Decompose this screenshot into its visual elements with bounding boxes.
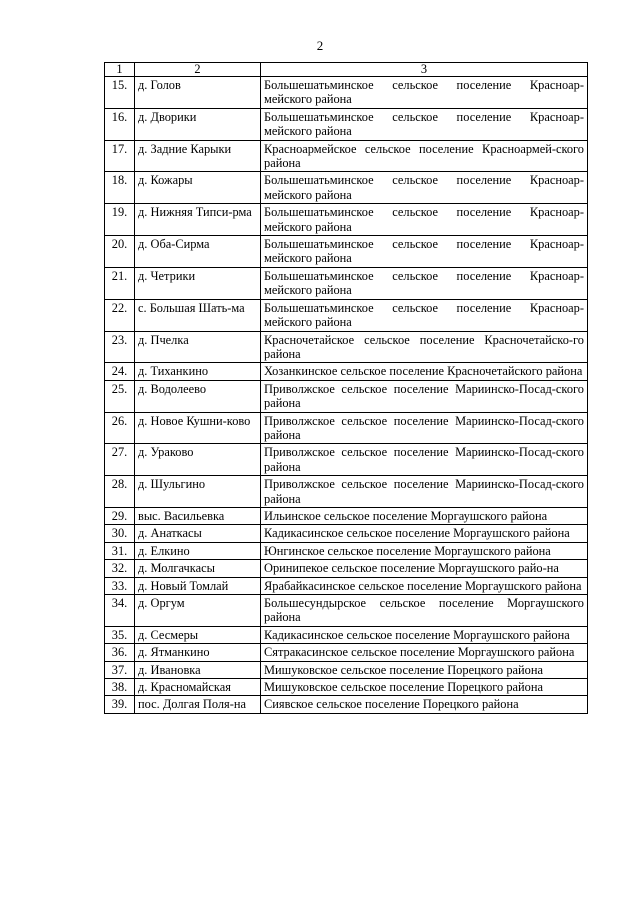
row-number-cell: 29.	[105, 507, 135, 524]
municipality-cell: Юнгинское сельское поселение Моргаушского района	[261, 542, 588, 559]
settlement-name-cell: с. Большая Шать-ма	[135, 299, 261, 331]
settlement-name-cell: д. Новый Томлай	[135, 577, 261, 594]
settlement-name-cell: д. Елкино	[135, 542, 261, 559]
municipality-cell: Ильинское сельское поселение Моргаушского района	[261, 507, 588, 524]
table-row	[105, 380, 588, 412]
row-number-cell: 33.	[105, 577, 135, 594]
table-row	[105, 595, 588, 627]
municipality-cell: Большешатьминское сельское поселение Красноар-мейского района	[261, 77, 588, 109]
settlement-name-cell: д. Дворики	[135, 108, 261, 140]
table-row	[105, 507, 588, 524]
table-row	[105, 560, 588, 577]
table-row	[105, 267, 588, 299]
table-row	[105, 542, 588, 559]
row-number-cell: 23.	[105, 331, 135, 363]
municipality-cell: Сиявское сельское поселение Порецкого района	[261, 696, 588, 713]
municipality-cell: Кадикасинское сельское поселение Моргаушского района	[261, 525, 588, 542]
municipality-cell: Оринипекое сельское поселение Моргаушского райо-на	[261, 560, 588, 577]
table-row	[105, 644, 588, 661]
settlement-name-cell: пос. Долгая Поля-на	[135, 696, 261, 713]
row-number-cell: 22.	[105, 299, 135, 331]
row-number-cell: 31.	[105, 542, 135, 559]
table-row	[105, 363, 588, 380]
row-number-cell: 21.	[105, 267, 135, 299]
row-number-cell: 36.	[105, 644, 135, 661]
page-number: 2	[316, 38, 324, 53]
table-row	[105, 696, 588, 713]
row-number-cell: 30.	[105, 525, 135, 542]
municipality-cell: Красноармейское сельское поселение Красноармей-ского района	[261, 140, 588, 172]
table-row	[105, 626, 588, 643]
settlement-name-cell: д. Оба-Сирма	[135, 236, 261, 268]
row-number-cell: 38.	[105, 679, 135, 696]
table-row	[105, 299, 588, 331]
municipality-cell: Красночетайское сельское поселение Красночетайско-го района	[261, 331, 588, 363]
row-number-cell: 39.	[105, 696, 135, 713]
row-number-cell: 19.	[105, 204, 135, 236]
settlement-name-cell: д. Тиханкино	[135, 363, 261, 380]
municipality-cell: Большешатьминское сельское поселение Красноар-мейского района	[261, 267, 588, 299]
settlement-name-cell: д. Водолеево	[135, 380, 261, 412]
row-number-cell: 28.	[105, 476, 135, 508]
settlement-name-cell: д. Молгачкасы	[135, 560, 261, 577]
settlement-name-cell: д. Нижняя Типси-рма	[135, 204, 261, 236]
row-number-cell: 17.	[105, 140, 135, 172]
settlement-name-cell: д. Четрики	[135, 267, 261, 299]
municipality-cell: Мишуковское сельское поселение Порецкого района	[261, 679, 588, 696]
row-number-cell: 35.	[105, 626, 135, 643]
municipality-cell: Приволжское сельское поселение Мариинско-Посад-ского района	[261, 444, 588, 476]
municipality-cell: Кадикасинское сельское поселение Моргаушского района	[261, 626, 588, 643]
table-row	[105, 204, 588, 236]
settlement-name-cell: д. Ятманкино	[135, 644, 261, 661]
settlement-name-cell: д. Ураково	[135, 444, 261, 476]
settlements-table	[104, 62, 588, 714]
municipality-cell: Мишуковское сельское поселение Порецкого района	[261, 661, 588, 678]
municipality-cell: Большешатьминское сельское поселение Красноар-мейского района	[261, 108, 588, 140]
table-row	[105, 679, 588, 696]
table-row	[105, 577, 588, 594]
row-number-cell: 34.	[105, 595, 135, 627]
row-number-cell: 15.	[105, 77, 135, 109]
municipality-cell: Приволжское сельское поселение Мариинско-Посад-ского района	[261, 476, 588, 508]
municipality-cell: Сятракасинское сельское поселение Моргаушского района	[261, 644, 588, 661]
column-header-municipality: 3	[261, 63, 588, 77]
settlement-name-cell: д. Оргум	[135, 595, 261, 627]
municipality-cell: Ярабайкасинское сельское поселение Моргаушского района	[261, 577, 588, 594]
municipality-cell: Большешатьминское сельское поселение Красноар-мейского района	[261, 236, 588, 268]
settlement-name-cell: д. Задние Карыки	[135, 140, 261, 172]
table-row	[105, 412, 588, 444]
settlement-name-cell: д. Шульгино	[135, 476, 261, 508]
row-number-cell: 16.	[105, 108, 135, 140]
row-number-cell: 32.	[105, 560, 135, 577]
table-row	[105, 108, 588, 140]
table-row	[105, 172, 588, 204]
municipality-cell: Большесундырское сельское поселение Моргаушского района	[261, 595, 588, 627]
row-number-cell: 27.	[105, 444, 135, 476]
settlement-name-cell: д. Ивановка	[135, 661, 261, 678]
column-header-number: 1	[105, 63, 135, 77]
row-number-cell: 25.	[105, 380, 135, 412]
municipality-cell: Большешатьминское сельское поселение Красноар-мейского района	[261, 172, 588, 204]
settlement-name-cell: д. Сесмеры	[135, 626, 261, 643]
municipality-cell: Приволжское сельское поселение Мариинско-Посад-ского района	[261, 380, 588, 412]
row-number-cell: 20.	[105, 236, 135, 268]
table-row	[105, 77, 588, 109]
settlement-name-cell: д. Анаткасы	[135, 525, 261, 542]
column-header-settlement: 2	[135, 63, 261, 77]
settlement-name-cell: д. Пчелка	[135, 331, 261, 363]
row-number-cell: 24.	[105, 363, 135, 380]
table-row	[105, 525, 588, 542]
table-body	[105, 77, 588, 714]
settlement-name-cell: д. Новое Кушни-ково	[135, 412, 261, 444]
table-row	[105, 140, 588, 172]
settlement-name-cell: д. Красномайская	[135, 679, 261, 696]
row-number-cell: 37.	[105, 661, 135, 678]
municipality-cell: Большешатьминское сельское поселение Красноар-мейского района	[261, 299, 588, 331]
table-row	[105, 444, 588, 476]
municipality-cell: Приволжское сельское поселение Мариинско-Посад-ского района	[261, 412, 588, 444]
row-number-cell: 26.	[105, 412, 135, 444]
table-row	[105, 331, 588, 363]
table-header-row	[105, 63, 588, 77]
table-row	[105, 236, 588, 268]
municipality-cell: Большешатьминское сельское поселение Красноар-мейского района	[261, 204, 588, 236]
settlement-name-cell: выс. Васильевка	[135, 507, 261, 524]
municipality-cell: Хозанкинское сельское поселение Красночетайского района	[261, 363, 588, 380]
settlement-name-cell: д. Кожары	[135, 172, 261, 204]
table-row	[105, 661, 588, 678]
row-number-cell: 18.	[105, 172, 135, 204]
settlement-name-cell: д. Голов	[135, 77, 261, 109]
table-row	[105, 476, 588, 508]
